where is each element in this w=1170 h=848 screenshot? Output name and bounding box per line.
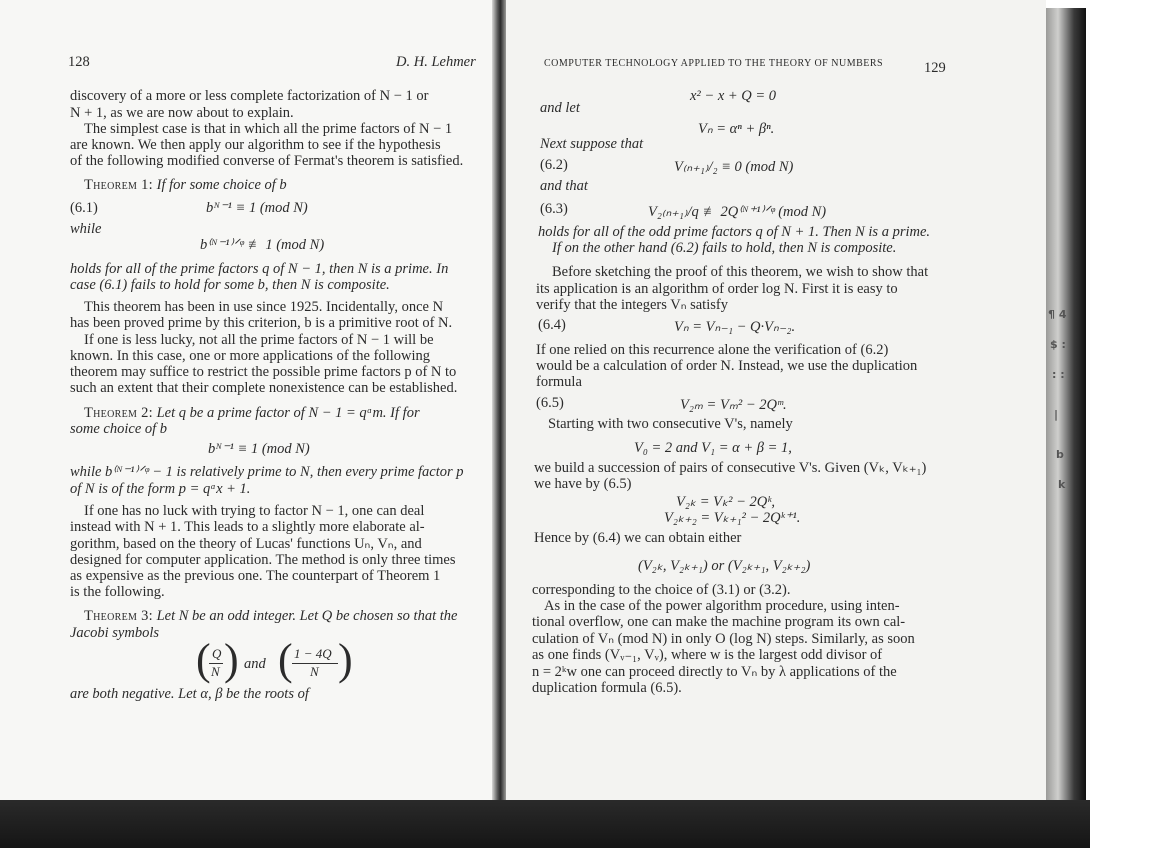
theorem3-label: Theorem 3: — [84, 608, 153, 624]
theorem3-text2: Jacobi symbols — [70, 625, 159, 641]
jacobi-2-numerator: 1 − 4Q — [294, 646, 332, 661]
theorem3-heading — [84, 608, 457, 625]
para-line: tional overflow, one can make the machine program its own cal- — [532, 614, 906, 630]
and-let: and let — [540, 100, 580, 116]
theorem3-text: Let N be an odd integer. Let Q be chosen so that the — [156, 608, 458, 624]
eq-v2k2: V₂ₖ₊₂ = Vₖ₊₁² − 2Qᵏ⁺¹. — [664, 510, 801, 526]
theorem2-text2: some choice of b — [70, 421, 168, 437]
eq-6-5: V₂ₘ = Vₘ² − 2Qᵐ. — [680, 397, 787, 413]
eq-6-1: bᴺ⁻¹ ≡ 1 (mod N) — [206, 200, 308, 216]
para-line: are known. We then apply our algorithm to see if the hypothesis — [70, 137, 441, 153]
para-line: Starting with two consecutive V's, namely — [548, 416, 793, 432]
eq-theorem2: bᴺ⁻¹ ≡ 1 (mod N) — [208, 441, 310, 457]
theorem3-conclusion: If on the other hand (6.2) fails to hold, then N is composite. — [552, 240, 897, 256]
theorem3-conclusion: holds for all of the odd prime factors q of N + 1. Then N is a prime. — [538, 224, 931, 240]
para-line: of the following modified converse of Fermat's theorem is satisfied. — [70, 153, 464, 169]
eq-either: (V₂ₖ, V₂ₖ₊₁) or (V₂ₖ₊₁, V₂ₖ₊₂) — [638, 558, 811, 574]
eq-6-1-label: (6.1) — [70, 200, 98, 216]
para-line: would be a calculation of order N. Instead, we use the duplication — [536, 358, 918, 374]
and-that: and that — [540, 178, 588, 194]
para-line: If one has no luck with trying to factor N − 1, one can deal — [84, 503, 425, 519]
bottom-shadow — [0, 800, 1090, 848]
right-page — [506, 0, 1046, 800]
theorem2-heading — [84, 405, 420, 422]
closing-line: are both negative. Let α, β be the roots of — [70, 686, 309, 702]
para-line: is the following. — [70, 584, 165, 600]
author-name: D. H. Lehmer — [396, 54, 476, 70]
theorem2-text: Let q be a prime factor of N − 1 = qᵅm. If for — [156, 405, 420, 421]
jacobi-1-denominator: N — [211, 664, 220, 679]
para-line: duplication formula (6.5). — [532, 680, 682, 696]
para-line: culation of Vₙ (mod N) in only O (log N) steps. Similarly, as soon — [532, 631, 915, 647]
para-line: Hence by (6.4) we can obtain either — [534, 530, 742, 546]
eq-6-4-label: (6.4) — [538, 317, 566, 333]
para-line: N + 1, as we are now about to explain. — [70, 105, 294, 121]
book-spine — [492, 0, 506, 800]
para-line: If one is less lucky, not all the prime factors of N − 1 will be — [84, 332, 434, 348]
para-line: discovery of a more or less complete factorization of N − 1 or — [70, 88, 429, 104]
para-line: as expensive as the previous one. The counterpart of Theorem 1 — [70, 568, 441, 584]
eq-v0-v1: V₀ = 2 and V₁ = α + β = 1, — [634, 440, 792, 456]
eq-6-2-label: (6.2) — [540, 157, 568, 173]
while-word: while — [70, 221, 102, 237]
para-line: as one finds (Vᵥ₋₁, Vᵥ), where w is the largest odd divisor of — [532, 647, 883, 663]
para-line: As in the case of the power algorithm procedure, using inten- — [544, 598, 900, 614]
para-line: gorithm, based on the theory of Lucas' functions Uₙ, Vₙ, and — [70, 536, 422, 552]
eq-6-3: V₂₍ₙ₊₁₎/q ≢ 2Q⁽ᴺ⁺¹⁾ᐟᵠ (mod N) — [648, 204, 827, 220]
next-suppose: Next suppose that — [540, 136, 644, 152]
para-line: has been proved prime by this criterion, b is a primitive root of N. — [70, 315, 453, 331]
theorem2-label: Theorem 2: — [84, 405, 153, 421]
theorem1-conclusion: case (6.1) fails to hold for some b, then N is composite. — [70, 277, 390, 293]
para-line: we build a succession of pairs of consecutive V's. Given (Vₖ, Vₖ₊₁) — [534, 460, 927, 476]
para-line: its application is an algorithm of order log N. First it is easy to — [536, 281, 898, 297]
theorem1-conclusion: holds for all of the prime factors q of N − 1, then N is a prime. In — [70, 261, 449, 277]
para-line: theorem may suffice to restrict the possible prime factors p of N to — [70, 364, 457, 380]
para-line: If one relied on this recurrence alone the verification of (6.2) — [536, 342, 889, 358]
para-line: such an extent that their complete nonexistence can be established. — [70, 380, 458, 396]
para-line: verify that the integers Vₙ satisfy — [536, 297, 728, 313]
left-page: 128 D. H. Lehmer discovery of a more or less complete factorization of N − 1 or N + 1, as we are now about to explain. The simplest case is that in which all the prime factors of N − 1 are known. We then apply our algorithm to see if the hypothesis of the following modified converse of Fermat's theorem is satisfied. Theorem 1: If for some choice of b (6.1) bᴺ⁻¹ ≡ 1 (mod N) while b⁽ᴺ⁻¹⁾ᐟᵠ ≢ 1 (mod N) holds for all of the prime factors q of N − 1, then N is a prime. In case (6.1) fails to hold for some b, then N is composite. This theorem has been in use since 1925. Incidentally, once N has been proved prime by this criterion, b is a primitive root of N. If one is less lucky, not all the prime factors of N − 1 will be known. In this case, one or more applications of the following theorem may suffice to restrict the possible prime factors p of N to such an extent that their complete nonexistence can be established. Theorem 2: Let q be a prime factor of N − 1 = qᵅm. If for some choice of b bᴺ⁻¹ ≡ 1 (mod N) while b⁽ᴺ⁻¹⁾ᐟᵠ − 1 is relatively prime to N, then every prime factor p of N is of the form p = qᵅx + 1. If one has no luck with trying to factor N − 1, one can deal instead with N + 1. This leads to a slightly more elaborate al- gorithm, based on the theory of Lucas' functions Uₙ, Vₙ, and designed for computer application. The method is only three times as expensive as the previous one. The counterpart of Theorem 1 is the following. Theorem 3: Let N be an odd integer. Let Q be chosen so that the Jacobi symbols ( Q N ) and ( 1 − 4Q N ) are both negative. Let α, β be the roots of — [0, 0, 498, 800]
jacobi-2-denominator: N — [310, 664, 319, 679]
theorem1-label: Theorem 1: — [84, 177, 153, 193]
para-line: instead with N + 1. This leads to a slightly more elaborate al- — [70, 519, 425, 535]
eq-vn: Vₙ = αⁿ + βⁿ. — [698, 121, 775, 137]
para-line: we have by (6.5) — [534, 476, 632, 492]
para-line: designed for computer application. The method is only three times — [70, 552, 456, 568]
para-line: n = 2ᵏw one can proceed directly to Vₙ by λ applications of the — [532, 664, 897, 680]
eq-v2k: V₂ₖ = Vₖ² − 2Qᵏ, — [676, 494, 775, 510]
eq-quadratic: x² − x + Q = 0 — [690, 88, 777, 104]
eq-6-2: V₍ₙ₊₁₎/₂ ≡ 0 (mod N) — [674, 159, 794, 175]
eq-6-3-label: (6.3) — [540, 201, 568, 217]
page-number-left: 128 — [68, 54, 90, 70]
page-number-right: 129 — [924, 60, 946, 76]
para-line: known. In this case, one or more applications of the following — [70, 348, 431, 364]
para-line: formula — [536, 374, 582, 390]
and-word: and — [244, 656, 266, 672]
eq-while: b⁽ᴺ⁻¹⁾ᐟᵠ ≢ 1 (mod N) — [200, 237, 325, 253]
theorem2-conclusion: of N is of the form p = qᵅx + 1. — [70, 481, 251, 497]
running-head: COMPUTER TECHNOLOGY APPLIED TO THE THEORY OF NUMBERS — [544, 58, 884, 69]
scan-margin — [1086, 0, 1170, 848]
page-stack-edge: ¶ 4 $ : : : | b k — [1046, 8, 1086, 828]
theorem1-heading — [84, 177, 287, 194]
eq-6-4: Vₙ = Vₙ₋₁ − Q·Vₙ₋₂. — [674, 319, 796, 335]
eq-6-5-label: (6.5) — [536, 395, 564, 411]
para-line: The simplest case is that in which all the prime factors of N − 1 — [84, 121, 453, 137]
jacobi-1-numerator: Q — [212, 646, 222, 661]
para-line: corresponding to the choice of (3.1) or (3.2). — [532, 582, 791, 598]
para-line: Before sketching the proof of this theorem, we wish to show that — [552, 264, 929, 280]
theorem2-conclusion: while b⁽ᴺ⁻¹⁾ᐟᵠ − 1 is relatively prime to N, then every prime factor p — [70, 464, 464, 480]
para-line: This theorem has been in use since 1925. Incidentally, once N — [84, 299, 444, 315]
theorem1-text: If for some choice of b — [156, 177, 287, 193]
